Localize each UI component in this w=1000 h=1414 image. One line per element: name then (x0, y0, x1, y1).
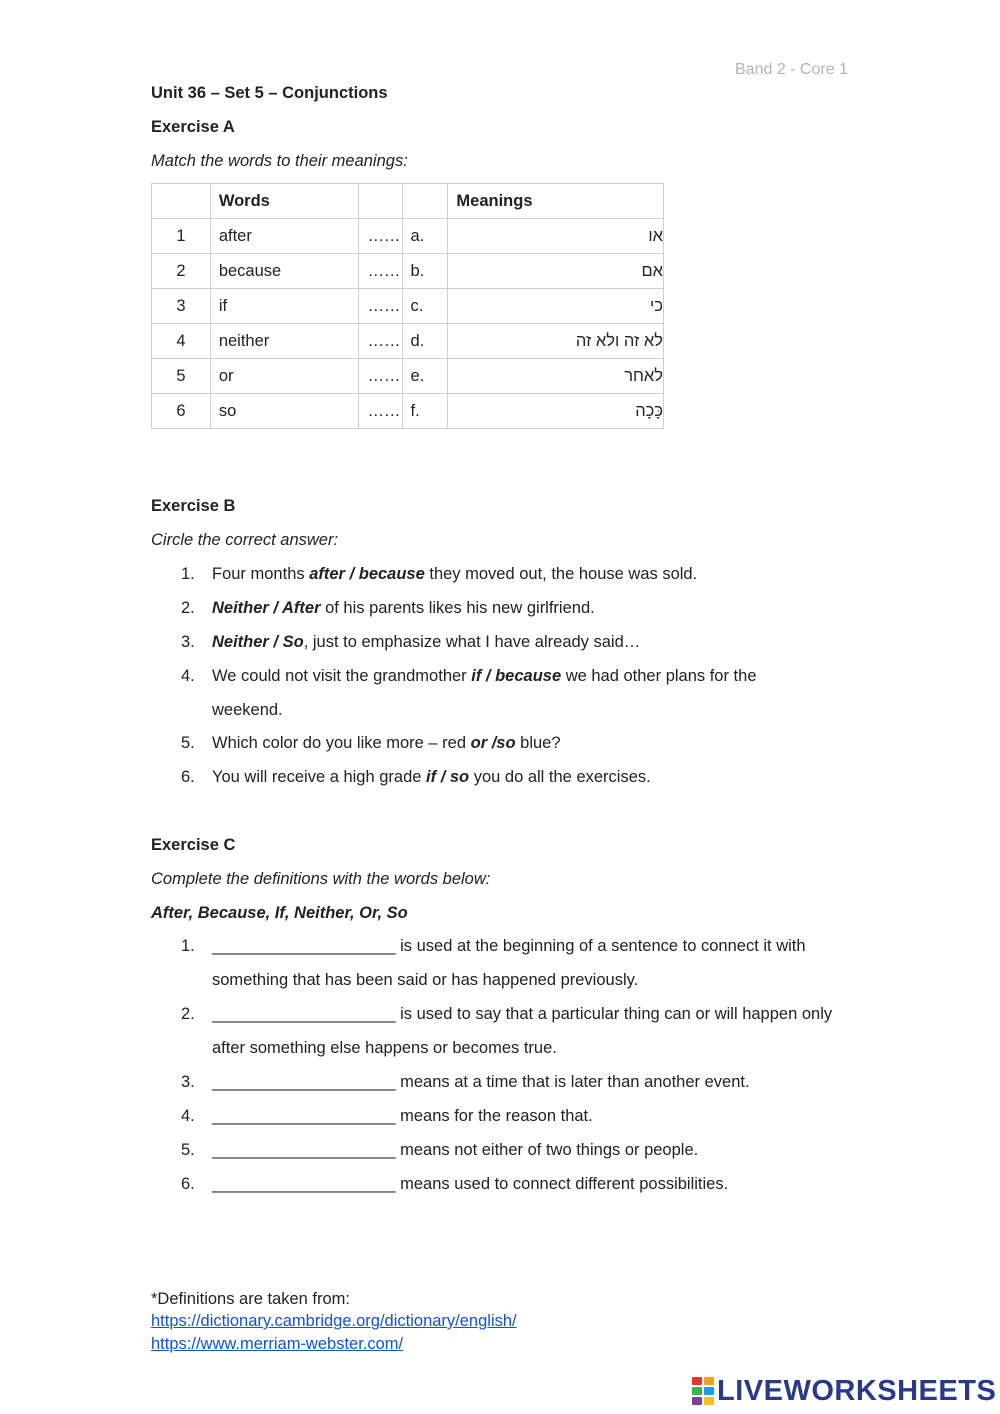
row-letter: f. (402, 394, 448, 429)
exercise-c-instruction: Complete the definitions with the words below: (151, 870, 491, 888)
fill-in-blank[interactable]: ____________________ (212, 1175, 396, 1193)
item-text: , just to emphasize what I have already said… (303, 633, 641, 651)
answer-choice[interactable]: after / because (309, 565, 425, 583)
item-text: You will receive a high grade (212, 768, 427, 786)
header-cell-blank (358, 184, 402, 219)
row-number: 5 (152, 359, 211, 394)
table-row (152, 394, 664, 429)
answer-blank[interactable]: …… (358, 219, 402, 254)
item-text: we had other plans for the (561, 667, 757, 685)
row-number: 3 (152, 289, 211, 324)
item-text: means used to connect different possibilities. (395, 1175, 729, 1193)
row-number: 2 (152, 254, 211, 289)
item-text: is used at the beginning of a sentence to connect it with (395, 937, 806, 955)
answer-blank[interactable]: …… (358, 254, 402, 289)
answer-blank[interactable]: …… (358, 289, 402, 324)
row-word: or (210, 359, 358, 394)
word-bank: After, Because, If, Neither, Or, So (151, 904, 408, 922)
cambridge-link[interactable]: https://dictionary.cambridge.org/dictionary/english/ (151, 1312, 517, 1330)
answer-choice[interactable]: if / so (426, 768, 470, 786)
fill-in-blank[interactable]: ____________________ (212, 1107, 396, 1125)
table-header-row (152, 184, 664, 219)
footer-note: *Definitions are taken from: (151, 1290, 351, 1308)
row-number: 1 (152, 219, 211, 254)
liveworksheets-logo (692, 1374, 996, 1408)
item-text: Four months (212, 565, 310, 583)
page-title: Unit 36 – Set 5 – Conjunctions (151, 84, 388, 102)
exercise-a-instruction: Match the words to their meanings: (151, 152, 408, 170)
answer-blank[interactable]: …… (358, 359, 402, 394)
answer-blank[interactable]: …… (358, 324, 402, 359)
merriam-webster-link[interactable]: https://www.merriam-webster.com/ (151, 1335, 404, 1353)
row-word: if (210, 289, 358, 324)
matching-table (151, 183, 664, 429)
row-meaning: או (448, 219, 664, 254)
row-word: after (210, 219, 358, 254)
fill-in-blank[interactable]: ____________________ (212, 937, 396, 955)
item-number: 4. (181, 1107, 195, 1125)
row-letter: d. (402, 324, 448, 359)
header-cell-num (152, 184, 211, 219)
band-label: Band 2 - Core 1 (735, 61, 848, 78)
fill-in-blank[interactable]: ____________________ (212, 1073, 396, 1091)
row-letter: b. (402, 254, 448, 289)
item-text: of his parents likes his new girlfriend. (320, 599, 595, 617)
logo-text: LIVEWORKSHEETS (717, 1374, 997, 1407)
table-row (152, 219, 664, 254)
exercise-a-heading: Exercise A (151, 118, 235, 136)
item-text: they moved out, the house was sold. (424, 565, 698, 583)
exercise-b-instruction: Circle the correct answer: (151, 531, 339, 549)
item-text-continued: something that has been said or has happened previously. (212, 971, 639, 989)
item-text: means at a time that is later than another event. (395, 1073, 750, 1091)
fill-in-blank[interactable]: ____________________ (212, 1005, 396, 1023)
header-cell-meanings: Meanings (448, 184, 664, 219)
row-meaning: לא זה ולא זה (448, 324, 664, 359)
table-row (152, 359, 664, 394)
item-number: 3. (181, 633, 195, 651)
item-number: 3. (181, 1073, 195, 1091)
item-number: 5. (181, 734, 195, 752)
row-meaning: לאחר (448, 359, 664, 394)
row-letter: a. (402, 219, 448, 254)
item-number: 1. (181, 565, 195, 583)
item-number: 5. (181, 1141, 195, 1159)
row-meaning: כי (448, 289, 664, 324)
table-row (152, 324, 664, 359)
item-text-continued: after something else happens or becomes true. (212, 1039, 557, 1057)
item-text: means not either of two things or people. (395, 1141, 699, 1159)
answer-choice[interactable]: or /so (470, 734, 516, 752)
row-meaning: כָּכָה (448, 394, 664, 429)
row-meaning: אם (448, 254, 664, 289)
exercise-b-heading: Exercise B (151, 497, 236, 515)
header-cell-letter (402, 184, 448, 219)
row-word: because (210, 254, 358, 289)
liveworksheets-logo-icon (692, 1377, 714, 1405)
row-number: 4 (152, 324, 211, 359)
fill-in-blank[interactable]: ____________________ (212, 1141, 396, 1159)
item-text: means for the reason that. (395, 1107, 593, 1125)
row-number: 6 (152, 394, 211, 429)
item-number: 2. (181, 1005, 195, 1023)
row-word: so (210, 394, 358, 429)
answer-choice[interactable]: if / because (471, 667, 562, 685)
item-text: you do all the exercises. (469, 768, 651, 786)
exercise-c-heading: Exercise C (151, 836, 236, 854)
item-number: 1. (181, 937, 195, 955)
item-text: is used to say that a particular thing can or will happen only (395, 1005, 833, 1023)
row-word: neither (210, 324, 358, 359)
item-text: We could not visit the grandmother (212, 667, 472, 685)
header-cell-words: Words (210, 184, 358, 219)
item-text: blue? (515, 734, 561, 752)
item-number: 6. (181, 768, 195, 786)
item-number: 2. (181, 599, 195, 617)
row-letter: c. (402, 289, 448, 324)
row-letter: e. (402, 359, 448, 394)
item-text: Which color do you like more – red (212, 734, 471, 752)
table-row (152, 254, 664, 289)
answer-choice[interactable]: Neither / After (212, 599, 321, 617)
answer-blank[interactable]: …… (358, 394, 402, 429)
answer-choice[interactable]: Neither / So (212, 633, 304, 651)
item-number: 4. (181, 667, 195, 685)
table-row (152, 289, 664, 324)
item-number: 6. (181, 1175, 195, 1193)
item-text-continued: weekend. (212, 701, 283, 719)
